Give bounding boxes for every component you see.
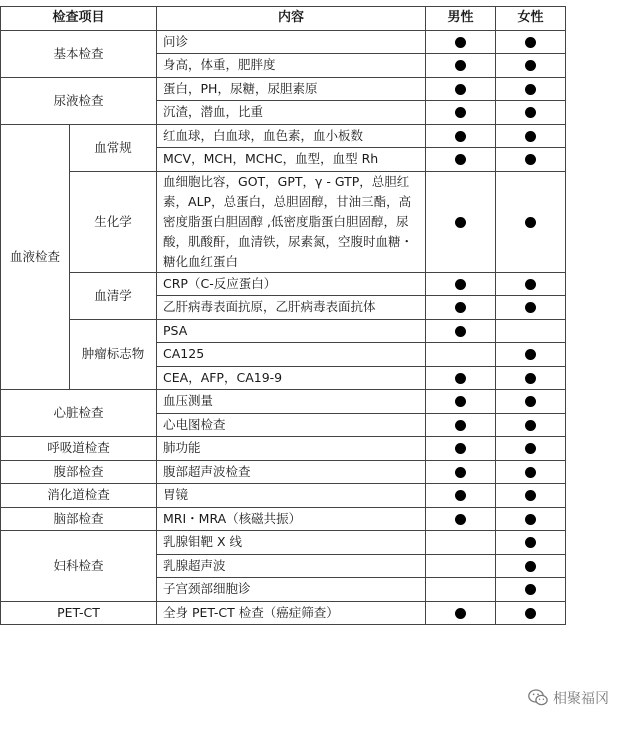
- subcategory-cell: 血常规: [70, 124, 157, 171]
- included-dot-icon: [525, 396, 536, 407]
- category-cell: 妇科检查: [1, 531, 157, 602]
- male-mark-cell: [426, 531, 496, 555]
- table-row: [1, 319, 566, 343]
- included-dot-icon: [455, 217, 466, 228]
- table-row: [1, 507, 566, 531]
- content-cell: 心电图检查: [157, 413, 426, 437]
- male-mark-cell: [426, 319, 496, 343]
- content-cell: 全身 PET-CT 检查（癌症筛查）: [157, 601, 426, 625]
- included-dot-icon: [455, 467, 466, 478]
- included-dot-icon: [525, 131, 536, 142]
- included-dot-icon: [455, 443, 466, 454]
- category-cell: 心脏检查: [1, 390, 157, 437]
- subcategory-cell: 血清学: [70, 272, 157, 319]
- content-cell: 乙肝病毒表面抗原，乙肝病毒表面抗体: [157, 296, 426, 320]
- female-mark-cell: [496, 437, 566, 461]
- female-mark-cell: [496, 101, 566, 125]
- included-dot-icon: [525, 279, 536, 290]
- female-mark-cell: [496, 343, 566, 367]
- content-cell: 血压测量: [157, 390, 426, 414]
- category-cell: 腹部检查: [1, 460, 157, 484]
- content-cell: CEA，AFP，CA19-9: [157, 366, 426, 390]
- header-male: 男性: [426, 7, 496, 31]
- included-dot-icon: [455, 154, 466, 165]
- included-dot-icon: [455, 84, 466, 95]
- table-row: [1, 171, 566, 272]
- female-mark-cell: [496, 124, 566, 148]
- included-dot-icon: [525, 561, 536, 572]
- male-mark-cell: [426, 272, 496, 296]
- table-row: [1, 390, 566, 414]
- watermark: [528, 688, 609, 708]
- included-dot-icon: [525, 467, 536, 478]
- included-dot-icon: [525, 37, 536, 48]
- included-dot-icon: [525, 84, 536, 95]
- content-cell: 血细胞比容，GOT，GPT，γ - GTP，总胆红素，ALP，总蛋白，总胆固醇，甘油三酯，高密度脂蛋白胆固醇 ,低密度脂蛋白胆固醇，尿酸，肌酸酐，血清铁，尿素氮，空腹时血糖・糖化血红蛋白: [157, 171, 426, 272]
- female-mark-cell: [496, 77, 566, 101]
- male-mark-cell: [426, 390, 496, 414]
- included-dot-icon: [525, 349, 536, 360]
- female-mark-cell: [496, 366, 566, 390]
- category-cell: 尿液检查: [1, 77, 157, 124]
- female-mark-cell: [496, 390, 566, 414]
- category-cell: 脑部检查: [1, 507, 157, 531]
- male-mark-cell: [426, 554, 496, 578]
- male-mark-cell: [426, 148, 496, 172]
- table-row: [1, 601, 566, 625]
- header-content: 内容: [157, 7, 426, 31]
- included-dot-icon: [525, 490, 536, 501]
- male-mark-cell: [426, 296, 496, 320]
- included-dot-icon: [525, 420, 536, 431]
- female-mark-cell: [496, 531, 566, 555]
- included-dot-icon: [525, 608, 536, 619]
- content-cell: 子宫颈部细胞诊: [157, 578, 426, 602]
- included-dot-icon: [455, 490, 466, 501]
- table-row: [1, 484, 566, 508]
- content-cell: 蛋白，PH，尿糖，尿胆素原: [157, 77, 426, 101]
- included-dot-icon: [455, 373, 466, 384]
- included-dot-icon: [525, 373, 536, 384]
- category-cell: PET-CT: [1, 601, 157, 625]
- male-mark-cell: [426, 54, 496, 78]
- female-mark-cell: [496, 460, 566, 484]
- table-row: [1, 124, 566, 148]
- included-dot-icon: [455, 131, 466, 142]
- female-mark-cell: [496, 272, 566, 296]
- male-mark-cell: [426, 343, 496, 367]
- male-mark-cell: [426, 171, 496, 272]
- header-female: 女性: [496, 7, 566, 31]
- content-cell: 腹部超声波检查: [157, 460, 426, 484]
- content-cell: 肺功能: [157, 437, 426, 461]
- category-cell: 血液检查: [1, 124, 70, 390]
- male-mark-cell: [426, 124, 496, 148]
- male-mark-cell: [426, 484, 496, 508]
- male-mark-cell: [426, 101, 496, 125]
- header-item: 检查项目: [1, 7, 157, 31]
- category-cell: 消化道检查: [1, 484, 157, 508]
- content-cell: CRP（C-反应蛋白）: [157, 272, 426, 296]
- health-checkup-table: [0, 6, 566, 625]
- subcategory-cell: 生化学: [70, 171, 157, 272]
- male-mark-cell: [426, 413, 496, 437]
- table-row: [1, 272, 566, 296]
- included-dot-icon: [455, 420, 466, 431]
- table-row: [1, 460, 566, 484]
- included-dot-icon: [525, 154, 536, 165]
- included-dot-icon: [525, 584, 536, 595]
- content-cell: 红血球，白血球，血色素，血小板数: [157, 124, 426, 148]
- table-row: [1, 77, 566, 101]
- female-mark-cell: [496, 601, 566, 625]
- content-cell: 乳腺钼靶 X 线: [157, 531, 426, 555]
- female-mark-cell: [496, 319, 566, 343]
- male-mark-cell: [426, 507, 496, 531]
- included-dot-icon: [455, 302, 466, 313]
- female-mark-cell: [496, 171, 566, 272]
- content-cell: MRI・MRA（核磁共振）: [157, 507, 426, 531]
- content-cell: 身高，体重，肥胖度: [157, 54, 426, 78]
- included-dot-icon: [455, 60, 466, 71]
- content-cell: 乳腺超声波: [157, 554, 426, 578]
- content-cell: 问诊: [157, 30, 426, 54]
- content-cell: 胃镜: [157, 484, 426, 508]
- table-row: [1, 531, 566, 555]
- content-cell: CA125: [157, 343, 426, 367]
- category-cell: 基本检查: [1, 30, 157, 77]
- male-mark-cell: [426, 77, 496, 101]
- header-row: [1, 7, 566, 31]
- male-mark-cell: [426, 578, 496, 602]
- content-cell: MCV，MCH，MCHC，血型，血型 Rh: [157, 148, 426, 172]
- male-mark-cell: [426, 460, 496, 484]
- subcategory-cell: 肿瘤标志物: [70, 319, 157, 390]
- female-mark-cell: [496, 507, 566, 531]
- female-mark-cell: [496, 484, 566, 508]
- included-dot-icon: [525, 537, 536, 548]
- female-mark-cell: [496, 30, 566, 54]
- included-dot-icon: [525, 302, 536, 313]
- included-dot-icon: [525, 60, 536, 71]
- female-mark-cell: [496, 578, 566, 602]
- content-cell: PSA: [157, 319, 426, 343]
- included-dot-icon: [525, 107, 536, 118]
- male-mark-cell: [426, 601, 496, 625]
- included-dot-icon: [455, 107, 466, 118]
- included-dot-icon: [525, 217, 536, 228]
- male-mark-cell: [426, 30, 496, 54]
- included-dot-icon: [455, 279, 466, 290]
- included-dot-icon: [455, 514, 466, 525]
- table-row: [1, 30, 566, 54]
- female-mark-cell: [496, 54, 566, 78]
- female-mark-cell: [496, 148, 566, 172]
- included-dot-icon: [455, 37, 466, 48]
- included-dot-icon: [455, 326, 466, 337]
- included-dot-icon: [525, 514, 536, 525]
- wechat-icon: [528, 689, 548, 707]
- included-dot-icon: [455, 608, 466, 619]
- table-row: [1, 437, 566, 461]
- female-mark-cell: [496, 413, 566, 437]
- included-dot-icon: [455, 396, 466, 407]
- included-dot-icon: [525, 443, 536, 454]
- female-mark-cell: [496, 296, 566, 320]
- male-mark-cell: [426, 366, 496, 390]
- female-mark-cell: [496, 554, 566, 578]
- content-cell: 沉渣，潜血，比重: [157, 101, 426, 125]
- male-mark-cell: [426, 437, 496, 461]
- watermark-text: 相聚福冈: [553, 691, 609, 707]
- category-cell: 呼吸道检查: [1, 437, 157, 461]
- table-body: [1, 30, 566, 625]
